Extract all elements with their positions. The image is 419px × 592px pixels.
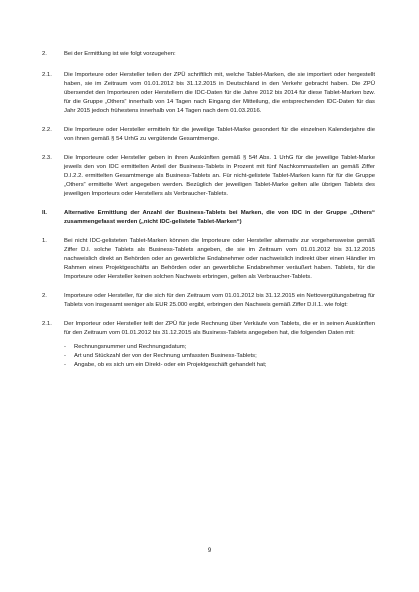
paragraph-text: Importeure oder Hersteller, für die sich für den Zeitraum vom 01.01.2012 bis 31.12.2015 ein Nettovergütungsbetrag für Tablets von insgesamt weniger als EUR 25.000 ergibt, erbringen den Nachweis gemäß Ziffer D.II.1. wie folgt: [64, 293, 375, 308]
paragraph-ii-1 [42, 237, 375, 282]
paragraph-2-3 [42, 154, 375, 199]
paragraph-2 [42, 50, 375, 59]
paragraph-number: 2.3. [42, 155, 52, 162]
paragraph-ii-2 [42, 292, 375, 310]
bullet-dash: - [64, 344, 66, 351]
paragraph-text: Die Importeure oder Hersteller ermitteln für die jeweilige Tablet-Marke gesondert für die einzelnen Kalenderjahre die von ihnen gemäß § 54 UrhG zu vergütende Gesamtmenge. [64, 126, 375, 142]
paragraph-text: Die Importeure oder Hersteller teilen der ZPÜ schriftlich mit, welche Tablet-Marken, die sie importiert oder hergestellt haben, sie im Zeitraum vom 01.01.2012 bis 31.12.2015 in Deutschland in den Verkehr gebracht haben. Die ZPÜ übersendet den Importeuren oder Herstellern die IDC-Daten für die Jahre 2012 bis 2014 für diese Tablet-Marken bzw. für die Gruppe „Others“ innerhalb von 14 Tagen nach Eingang der Mitteilung, die entsprechenden IDC-Daten für das Jahr 2015 jedoch frühestens innerhalb von 14 Tagen nach dem 01.03.2016. [64, 71, 375, 114]
list-item-text: Angabe, ob es sich um ein Direkt- oder ein Projektgeschäft gehandelt hat; [74, 361, 267, 368]
page-number: 9 [207, 548, 212, 554]
paragraph-number: 2.1. [42, 321, 52, 328]
list-item [64, 343, 375, 352]
section-number: II. [42, 209, 47, 216]
section-title: Alternative Ermittlung der Anzahl der Business-Tablets bei Marken, die von IDC in der Gruppe „Others“ zusammengefasst werden („nicht IDC-gelistete Tablet-Marken“) [64, 209, 375, 225]
paragraph-number: 2. [42, 51, 47, 57]
list-item-text: Art und Stückzahl der von der Rechnung umfassten Business-Tablets; [74, 353, 257, 359]
paragraph-number: 2. [42, 293, 47, 300]
bullet-dash: - [64, 353, 66, 359]
section-heading-ii [42, 209, 375, 227]
paragraph-number: 1. [42, 238, 47, 245]
paragraph-text: Bei nicht IDC-gelisteten Tablet-Marken können die Importeure oder Hersteller alternativ zur vorgehensweise gemäß Ziffer D.I. solche Tablets als Business-Tablets angeben, die sie im Zeitraum vom 01.01.2012 bis 31.12.2015 nachweislich direkt an Behörden oder an gewerbliche Endabnehmer oder nachweislich indirekt über einen Händler im Rahmen eines Projektgeschäfts an Behörden oder an gewerbliche Endabnehmer veräußert haben. Tablets, für die Importeure oder Hersteller keinen solchen Nachweis erbringen, gelten als Verbraucher-Tablets. [64, 238, 375, 280]
bullet-list [42, 343, 375, 370]
paragraph-ii-2-1 [42, 320, 375, 338]
paragraph-number: 2.1. [42, 71, 52, 78]
paragraph-number: 2.2. [42, 126, 52, 133]
paragraph-text: Bei der Ermittlung ist wie folgt vorzugehen: [64, 51, 176, 57]
list-item-text: Rechnungsnummer und Rechnungsdatum; [74, 344, 187, 351]
bullet-dash: - [64, 361, 66, 368]
paragraph-text: Der Importeur oder Hersteller teilt der ZPÜ für jede Rechnung über Verkäufe von Tablets, die er in seinen Auskünften für den Zeitraum vom 01.01.2012 bis 31.12.2015 als Business-Tablets angegeben hat, die folgenden Daten mit: [64, 321, 375, 337]
list-item [64, 361, 375, 370]
paragraph-text: Die Importeure oder Hersteller geben in ihren Auskünften gemäß § 54f Abs. 1 UrhG für die jeweilige Tablet-Marke jeweils den von IDC ermittelten Anteil der Business-Tablets in Prozent mit fünf Nachkommastellen an gemäß Ziffer D.I.2.2. ermittelten Gesamtmenge als Business-Tablets an. Für nicht-gelistete Tablet-Marken kann für für die Gruppe „Others“ ermittelte Wert angegeben werden. Bezüglich der jeweiligen Tablet-Marke gelten alle übrigen Tablets des jeweiligen Importeurs oder Herstellers als Verbraucher-Tablets. [64, 155, 375, 197]
list-item [64, 352, 375, 361]
paragraph-2-1 [42, 71, 375, 116]
paragraph-2-2 [42, 126, 375, 144]
